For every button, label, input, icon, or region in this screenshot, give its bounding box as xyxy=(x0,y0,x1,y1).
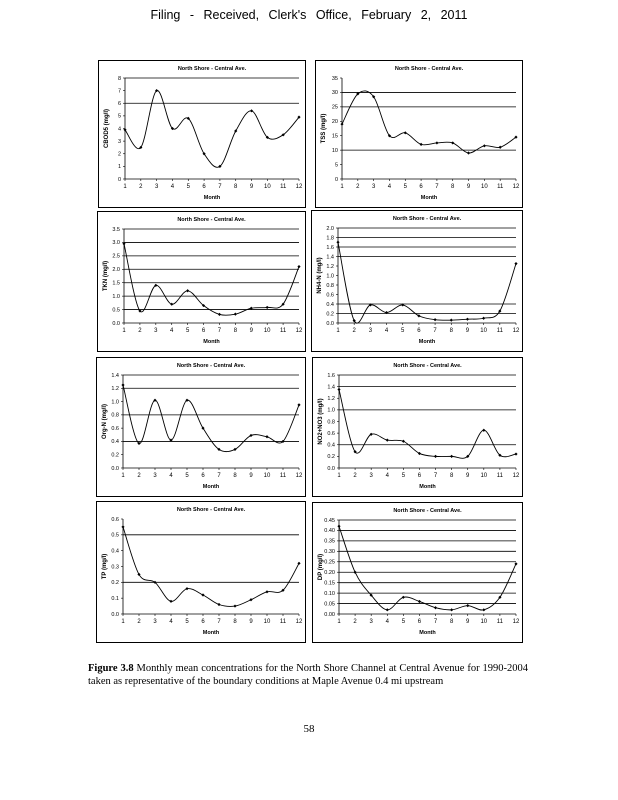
y-axis-label: NO2+NO3 (mg/l) xyxy=(318,398,324,445)
x-tick-label: 12 xyxy=(295,184,303,190)
y-tick-label: 5 xyxy=(334,162,338,169)
x-tick-label: 11 xyxy=(496,328,503,334)
data-point xyxy=(467,151,470,154)
x-tick-label: 10 xyxy=(480,473,488,479)
y-tick-label: 0.6 xyxy=(111,425,119,432)
series-line xyxy=(338,242,516,323)
data-point xyxy=(386,439,389,442)
x-axis-label: Month xyxy=(203,195,221,201)
y-tick-label: 0.15 xyxy=(324,580,335,587)
x-tick-label: 11 xyxy=(496,619,504,625)
y-tick-label: 0.0 xyxy=(326,320,334,327)
chart-svg xyxy=(97,502,305,642)
data-point xyxy=(499,146,502,149)
y-tick-label: 0.2 xyxy=(111,452,119,459)
chart-title: North Shore - Central Ave. xyxy=(176,507,246,513)
x-tick-label: 1 xyxy=(337,619,341,625)
y-tick-label: 3.0 xyxy=(112,240,120,247)
y-tick-label: 7 xyxy=(117,88,121,95)
y-tick-label: 10 xyxy=(331,147,338,154)
chart-org-n xyxy=(96,357,306,497)
data-point xyxy=(249,598,252,601)
series-line xyxy=(339,390,516,459)
y-tick-label: 20 xyxy=(331,119,338,126)
x-tick-label: 5 xyxy=(185,473,189,479)
y-tick-label: 1.6 xyxy=(327,372,335,379)
x-tick-label: 3 xyxy=(154,184,159,190)
y-tick-label: 0.2 xyxy=(111,580,119,587)
series-line xyxy=(339,526,516,610)
x-tick-label: 10 xyxy=(263,328,271,334)
chart-dp xyxy=(312,502,523,643)
x-tick-label: 3 xyxy=(154,328,158,334)
y-tick-label: 1.2 xyxy=(326,263,334,270)
x-tick-label: 3 xyxy=(153,619,157,625)
x-tick-label: 9 xyxy=(249,328,253,334)
y-tick-label: 1.0 xyxy=(112,293,120,300)
data-point xyxy=(297,403,300,406)
chart-title: North Shore - Central Ave. xyxy=(394,66,464,72)
data-point xyxy=(402,440,405,443)
chart-title: North Shore - Central Ave. xyxy=(393,363,462,369)
data-point xyxy=(337,525,340,528)
y-tick-label: 0.3 xyxy=(111,564,119,571)
x-axis-label: Month xyxy=(420,195,438,201)
x-tick-label: 7 xyxy=(217,473,221,479)
y-tick-label: 1.2 xyxy=(327,396,335,403)
data-point xyxy=(337,388,340,391)
data-point xyxy=(418,600,421,603)
x-tick-label: 4 xyxy=(384,328,389,334)
y-tick-label: 0.5 xyxy=(111,532,119,539)
x-tick-label: 11 xyxy=(279,328,287,334)
data-point xyxy=(434,606,437,609)
chart-svg xyxy=(98,212,305,351)
y-tick-label: 1 xyxy=(117,164,121,171)
chart-svg xyxy=(316,61,522,207)
x-tick-label: 5 xyxy=(185,328,190,334)
x-tick-label: 6 xyxy=(417,619,422,625)
y-tick-label: 0.0 xyxy=(111,611,119,618)
chart-title: North Shore - Central Ave. xyxy=(177,66,247,72)
x-tick-label: 2 xyxy=(353,473,357,479)
x-tick-label: 12 xyxy=(512,184,520,190)
x-tick-label: 5 xyxy=(185,619,189,625)
y-tick-label: 1.5 xyxy=(112,280,120,287)
x-tick-label: 1 xyxy=(121,619,125,625)
y-tick-label: 0.35 xyxy=(324,538,335,545)
data-point xyxy=(121,383,124,386)
data-point xyxy=(402,596,405,599)
series-line xyxy=(342,91,516,153)
x-tick-label: 10 xyxy=(263,473,271,479)
x-tick-label: 11 xyxy=(497,184,504,190)
y-tick-label: 0.0 xyxy=(112,320,120,327)
y-tick-label: 0.8 xyxy=(111,412,119,419)
x-tick-label: 12 xyxy=(512,619,520,625)
y-tick-label: 0.45 xyxy=(324,517,335,524)
x-tick-label: 4 xyxy=(169,619,173,625)
x-tick-label: 8 xyxy=(449,328,453,334)
data-point xyxy=(434,455,437,458)
x-tick-label: 1 xyxy=(336,328,340,334)
chart-no2-no3 xyxy=(312,357,523,497)
x-axis-label: Month xyxy=(202,484,220,490)
y-axis-label: NH4-N (mg/l) xyxy=(317,257,323,294)
y-tick-label: 0.6 xyxy=(326,292,334,299)
x-tick-label: 4 xyxy=(385,473,389,479)
figure-caption-text: Monthly mean concentrations for the North Shore Channel at Central Avenue for 1990-2004 taken as representative of the boundary conditions at Maple Avenue 0.4 mi upstream xyxy=(88,663,528,687)
series-line xyxy=(125,90,299,167)
y-tick-label: 0 xyxy=(334,176,338,183)
y-tick-label: 0.10 xyxy=(324,590,335,597)
x-tick-label: 9 xyxy=(466,184,471,190)
x-tick-label: 9 xyxy=(249,619,253,625)
chart-title: North Shore - Central Ave. xyxy=(176,363,246,369)
x-tick-label: 10 xyxy=(481,184,488,190)
data-point xyxy=(297,265,300,268)
data-point xyxy=(404,131,407,134)
x-tick-label: 11 xyxy=(279,619,287,625)
y-tick-label: 0.6 xyxy=(111,516,119,523)
y-tick-label: 0.5 xyxy=(112,307,120,314)
y-tick-label: 0.8 xyxy=(326,282,334,289)
chart-nh4-n xyxy=(311,210,523,352)
x-tick-label: 9 xyxy=(465,328,470,334)
data-point xyxy=(233,604,236,607)
y-axis-label: TSS (mg/l) xyxy=(321,113,327,144)
data-point xyxy=(451,141,454,144)
x-tick-label: 7 xyxy=(433,473,438,479)
y-tick-label: 0.4 xyxy=(111,548,119,555)
y-tick-label: 0.4 xyxy=(111,439,119,446)
x-tick-label: 7 xyxy=(435,184,439,190)
x-tick-label: 10 xyxy=(480,619,488,625)
chart-title: North Shore - Central Ave. xyxy=(393,508,462,514)
y-tick-label: 0.2 xyxy=(326,311,334,318)
data-point xyxy=(450,455,453,458)
y-axis-label: DP (mg/l) xyxy=(318,553,324,581)
x-tick-label: 8 xyxy=(449,473,454,479)
data-point xyxy=(265,435,268,438)
x-tick-label: 4 xyxy=(170,328,174,334)
data-point xyxy=(249,434,252,437)
data-point xyxy=(514,562,517,565)
x-tick-label: 6 xyxy=(417,328,421,334)
x-tick-label: 6 xyxy=(201,619,205,625)
y-tick-label: 0.30 xyxy=(324,549,335,556)
y-tick-label: 30 xyxy=(331,90,338,97)
x-tick-label: 11 xyxy=(279,473,287,479)
y-tick-label: 1.0 xyxy=(326,273,334,280)
x-axis-label: Month xyxy=(419,484,436,490)
x-tick-label: 1 xyxy=(123,184,127,190)
y-tick-label: 1.0 xyxy=(327,407,335,414)
chart-title: North Shore - Central Ave. xyxy=(392,216,462,222)
x-tick-label: 10 xyxy=(264,184,271,190)
x-axis-label: Month xyxy=(419,630,436,636)
x-tick-label: 2 xyxy=(138,328,142,334)
data-point xyxy=(266,306,269,309)
x-tick-label: 7 xyxy=(433,619,438,625)
page-number: 58 xyxy=(303,723,315,735)
y-tick-label: 0.0 xyxy=(327,465,335,472)
data-point xyxy=(483,144,486,147)
x-tick-label: 7 xyxy=(218,184,222,190)
y-tick-label: 6 xyxy=(117,101,121,108)
chart-svg xyxy=(313,503,522,642)
y-tick-label: 0.0 xyxy=(111,465,119,472)
x-axis-label: Month xyxy=(203,339,220,345)
y-tick-label: 1.0 xyxy=(111,399,119,406)
y-axis-label: TP (mg/l) xyxy=(102,553,108,580)
x-tick-label: 7 xyxy=(217,328,222,334)
y-tick-label: 1.2 xyxy=(111,386,119,393)
chart-tkn xyxy=(97,211,306,352)
x-tick-label: 7 xyxy=(433,328,437,334)
x-axis-label: Month xyxy=(202,630,220,636)
x-tick-label: 6 xyxy=(201,473,205,479)
x-tick-label: 12 xyxy=(512,328,520,334)
x-tick-label: 8 xyxy=(233,619,237,625)
y-axis-label: TKN (mg/l) xyxy=(103,260,109,292)
x-tick-label: 2 xyxy=(137,619,141,625)
x-tick-label: 6 xyxy=(419,184,423,190)
chart-tss xyxy=(315,60,523,208)
figure-label: Figure 3.8 xyxy=(88,663,134,674)
x-tick-label: 5 xyxy=(403,184,407,190)
chart-svg xyxy=(312,211,522,351)
y-tick-label: 1.4 xyxy=(326,254,334,261)
x-tick-label: 10 xyxy=(480,328,487,334)
x-tick-label: 3 xyxy=(371,184,376,190)
data-point xyxy=(450,608,453,611)
x-tick-label: 9 xyxy=(466,473,470,479)
x-tick-label: 12 xyxy=(295,328,303,334)
y-tick-label: 15 xyxy=(331,133,338,140)
figure-caption xyxy=(88,662,528,688)
y-tick-label: 1.6 xyxy=(326,244,334,251)
data-point xyxy=(433,318,436,321)
data-point xyxy=(466,604,469,607)
x-tick-label: 4 xyxy=(387,184,392,190)
y-axis-label: Org-N (mg/l) xyxy=(102,404,108,439)
x-tick-label: 9 xyxy=(249,184,254,190)
series-line xyxy=(123,527,299,607)
data-point xyxy=(121,525,124,528)
x-tick-label: 2 xyxy=(356,184,360,190)
x-tick-label: 5 xyxy=(401,328,405,334)
x-tick-label: 7 xyxy=(217,619,221,625)
x-tick-label: 12 xyxy=(295,473,303,479)
y-tick-label: 2.0 xyxy=(112,267,120,274)
x-tick-label: 3 xyxy=(369,619,373,625)
chart-svg xyxy=(99,61,305,207)
x-tick-label: 12 xyxy=(295,619,303,625)
data-point xyxy=(419,143,422,146)
chart-tp xyxy=(96,501,306,643)
x-tick-label: 6 xyxy=(202,184,206,190)
x-axis-label: Month xyxy=(418,339,436,345)
y-tick-label: 3.5 xyxy=(112,226,120,233)
chart-cbod5 xyxy=(98,60,306,208)
x-tick-label: 1 xyxy=(340,184,344,190)
y-tick-label: 0.1 xyxy=(111,595,119,602)
x-tick-label: 6 xyxy=(201,328,206,334)
y-tick-label: 0.00 xyxy=(324,611,335,618)
data-point xyxy=(353,571,356,574)
data-point xyxy=(185,587,188,590)
y-tick-label: 0.25 xyxy=(324,559,335,566)
x-tick-label: 2 xyxy=(353,619,357,625)
chart-svg xyxy=(97,358,305,496)
y-axis-label: CBOD5 (mg/l) xyxy=(104,109,110,148)
y-tick-label: 1.8 xyxy=(326,235,334,242)
x-tick-label: 4 xyxy=(169,473,173,479)
data-point xyxy=(466,318,469,321)
x-tick-label: 5 xyxy=(186,184,190,190)
series-line xyxy=(124,244,299,315)
x-tick-label: 8 xyxy=(233,328,238,334)
data-point xyxy=(482,317,485,320)
x-tick-label: 5 xyxy=(401,473,406,479)
data-point xyxy=(336,241,339,244)
x-tick-label: 3 xyxy=(369,473,373,479)
y-tick-label: 8 xyxy=(117,75,121,82)
data-point xyxy=(218,313,221,316)
x-tick-label: 12 xyxy=(512,473,520,479)
data-point xyxy=(450,319,453,322)
y-tick-label: 0.4 xyxy=(326,301,334,308)
data-point xyxy=(482,608,485,611)
data-point xyxy=(217,603,220,606)
data-point xyxy=(340,123,343,126)
x-tick-label: 1 xyxy=(337,473,341,479)
x-tick-label: 8 xyxy=(449,619,454,625)
y-tick-label: 35 xyxy=(331,75,338,82)
x-tick-label: 9 xyxy=(466,619,470,625)
y-tick-label: 0.4 xyxy=(327,442,335,449)
data-point xyxy=(435,141,438,144)
chart-svg xyxy=(313,358,522,496)
y-tick-label: 0.20 xyxy=(324,570,335,577)
data-point xyxy=(169,600,172,603)
y-tick-label: 2.0 xyxy=(326,225,334,232)
data-point xyxy=(514,452,517,455)
x-tick-label: 8 xyxy=(451,184,455,190)
x-tick-label: 3 xyxy=(368,328,373,334)
data-point xyxy=(265,590,268,593)
y-tick-label: 0.05 xyxy=(324,601,335,608)
x-tick-label: 11 xyxy=(280,184,287,190)
y-tick-label: 0.2 xyxy=(327,454,335,461)
x-tick-label: 6 xyxy=(417,473,422,479)
x-tick-label: 5 xyxy=(401,619,406,625)
x-tick-label: 8 xyxy=(233,473,237,479)
y-tick-label: 3 xyxy=(117,138,121,145)
data-point xyxy=(234,313,237,316)
data-point xyxy=(482,429,485,432)
y-tick-label: 4 xyxy=(117,126,121,133)
x-tick-label: 10 xyxy=(263,619,271,625)
data-point xyxy=(386,608,389,611)
data-point xyxy=(514,262,517,265)
y-tick-label: 2 xyxy=(117,151,121,158)
x-tick-label: 2 xyxy=(137,473,141,479)
x-tick-label: 4 xyxy=(170,184,175,190)
y-tick-label: 0.40 xyxy=(324,528,335,535)
x-tick-label: 1 xyxy=(121,473,125,479)
x-tick-label: 11 xyxy=(496,473,504,479)
y-tick-label: 2.5 xyxy=(112,253,120,260)
y-tick-label: 1.4 xyxy=(327,384,335,391)
x-tick-label: 3 xyxy=(153,473,157,479)
y-tick-label: 0.8 xyxy=(327,419,335,426)
y-tick-label: 25 xyxy=(331,104,338,111)
y-tick-label: 0.6 xyxy=(327,430,335,437)
y-tick-label: 0 xyxy=(117,176,121,183)
y-tick-label: 5 xyxy=(117,113,121,120)
data-point xyxy=(186,289,189,292)
data-point xyxy=(170,303,173,306)
chart-title: North Shore - Central Ave. xyxy=(177,217,246,223)
x-tick-label: 8 xyxy=(234,184,238,190)
x-tick-label: 2 xyxy=(139,184,143,190)
x-tick-label: 2 xyxy=(352,328,356,334)
y-tick-label: 1.4 xyxy=(111,372,119,379)
data-point xyxy=(201,593,204,596)
x-tick-label: 1 xyxy=(122,328,126,334)
x-tick-label: 4 xyxy=(385,619,389,625)
x-tick-label: 9 xyxy=(249,473,253,479)
page-header: Filing - Received, Clerk's Office, February 2, 2011 xyxy=(150,8,468,22)
